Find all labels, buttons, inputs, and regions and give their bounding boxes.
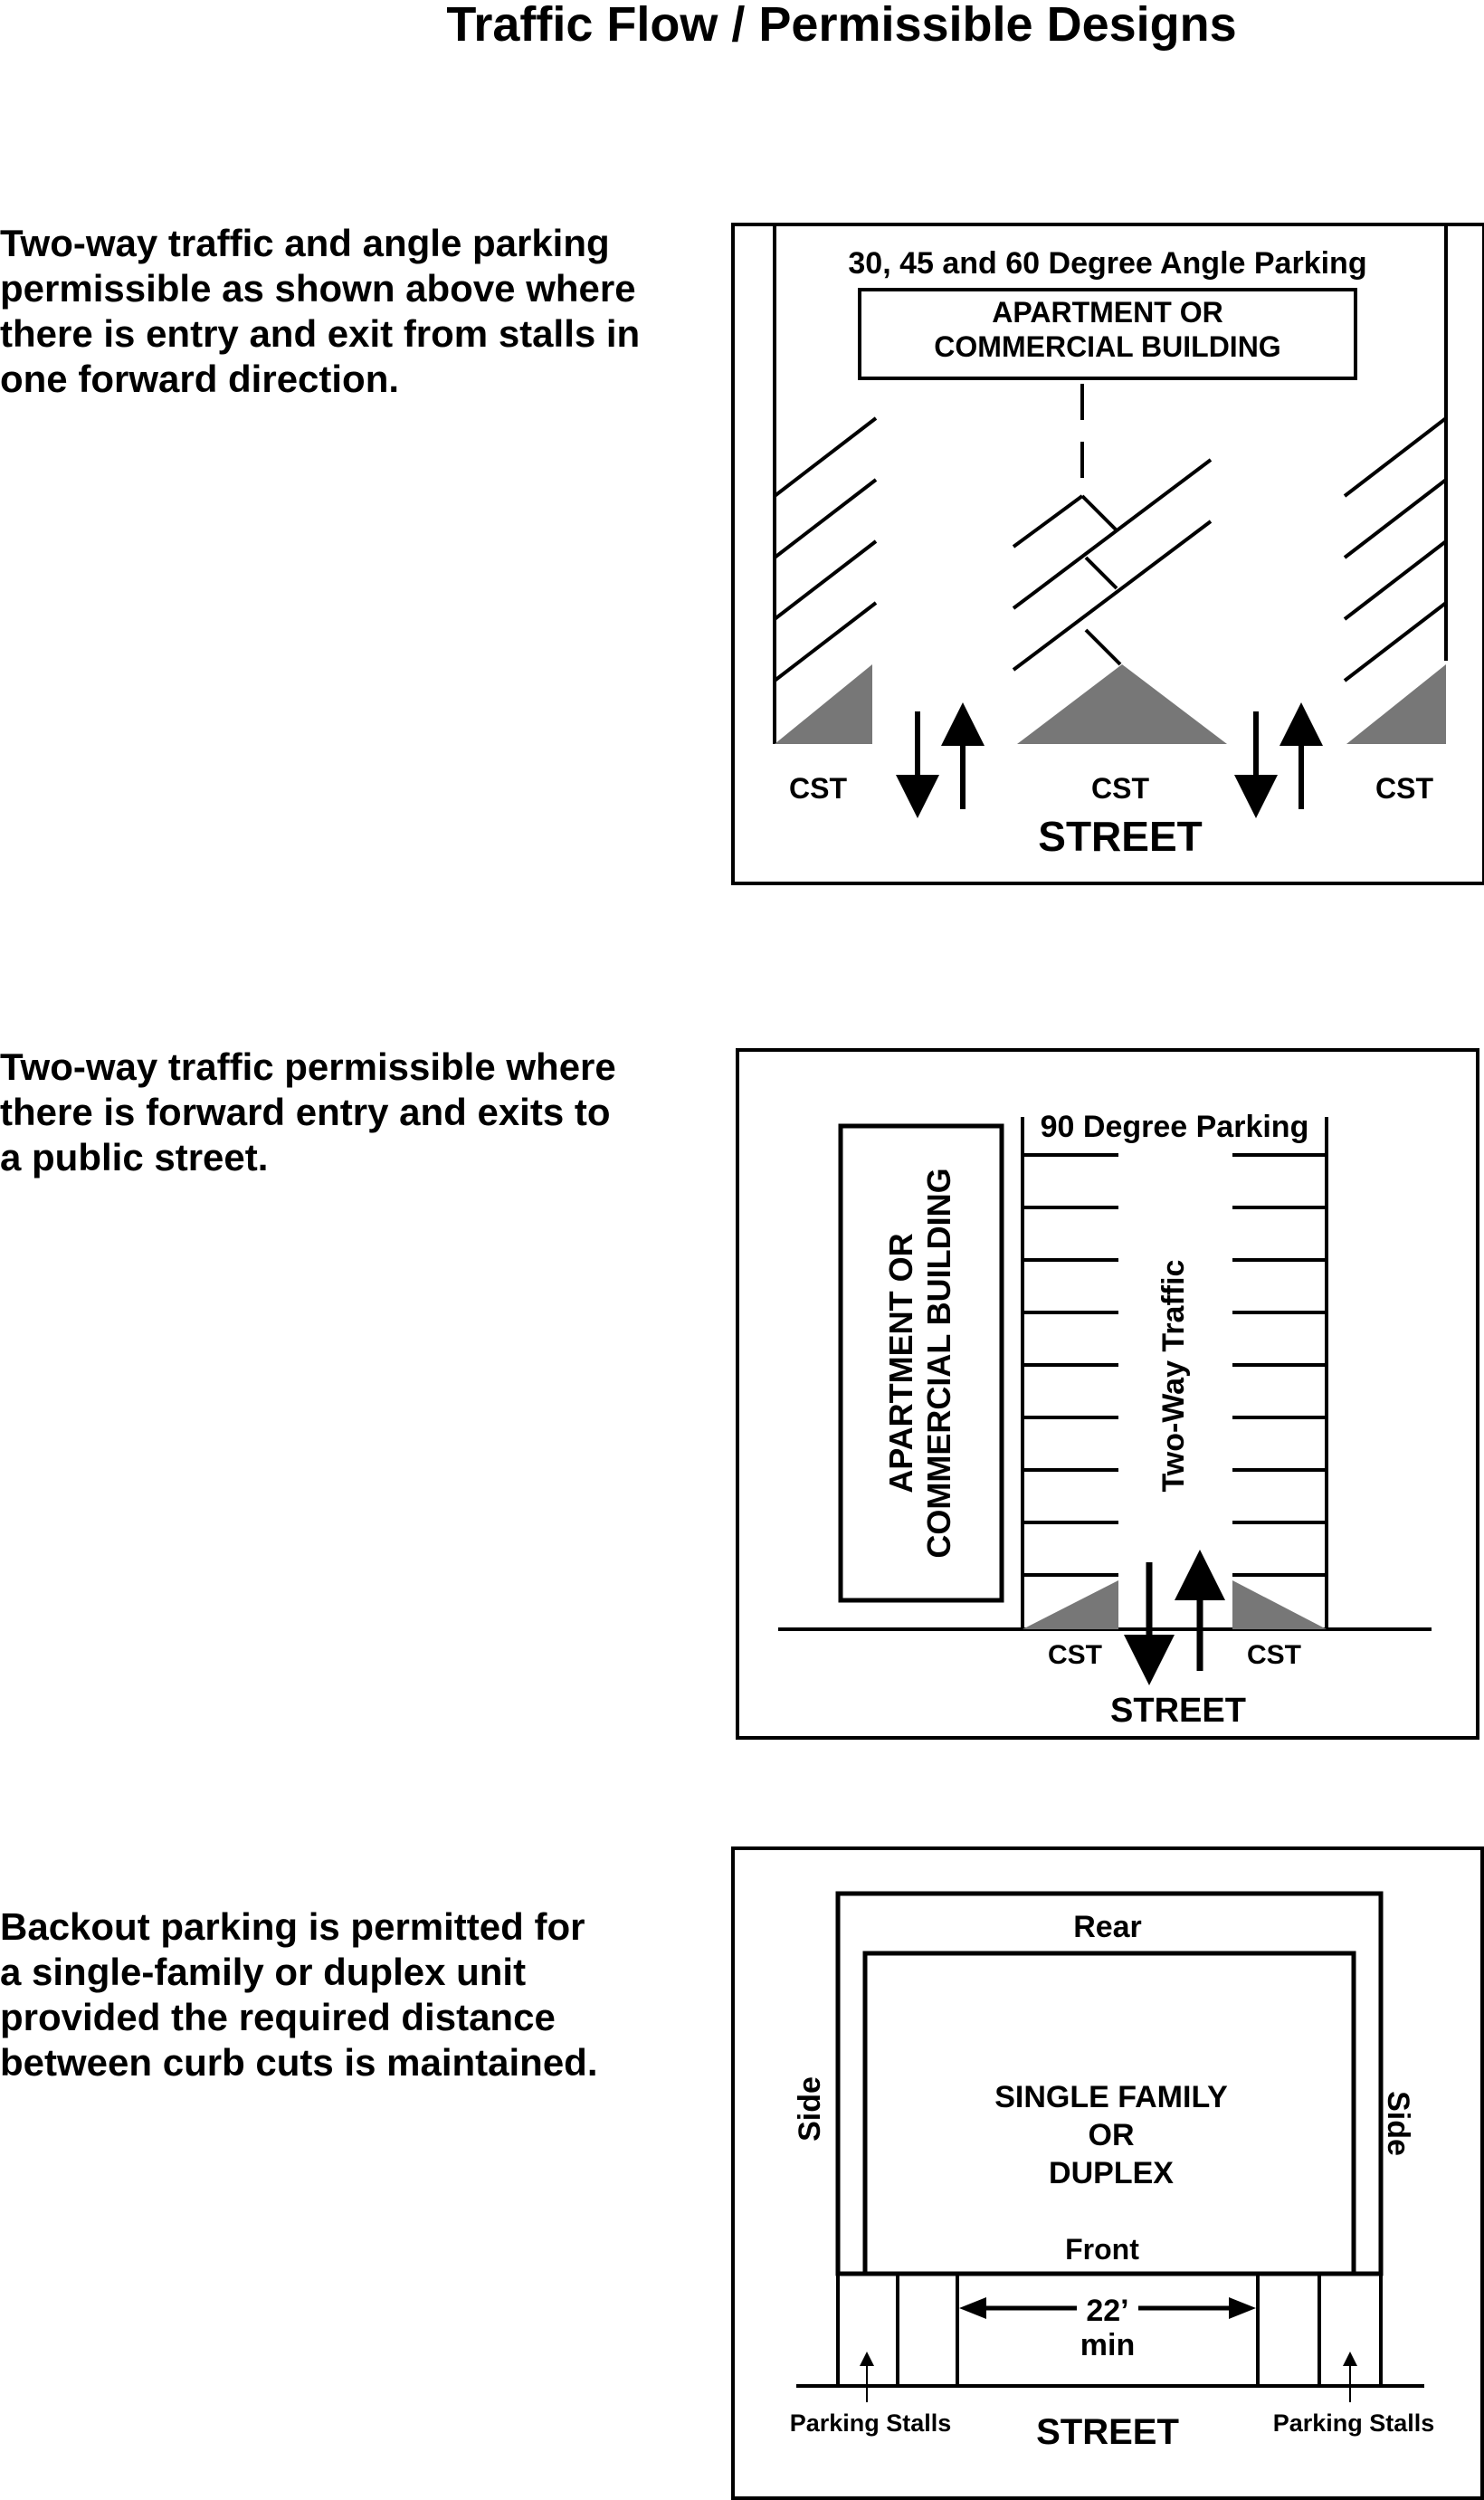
front-label: Front bbox=[1065, 2233, 1139, 2266]
page-title: Traffic Flow / Permissible Designs bbox=[446, 0, 1237, 52]
cst-label-left: CST bbox=[789, 772, 847, 805]
cst-label-center: CST bbox=[1091, 772, 1149, 805]
dimension-arrowhead-left bbox=[959, 2297, 986, 2319]
house-label-line3: DUPLEX bbox=[1049, 2156, 1174, 2190]
left-perpendicular-stalls bbox=[1023, 1155, 1118, 1575]
diagram-heading: 30, 45 and 60 Degree Angle Parking bbox=[848, 246, 1367, 281]
building-label-line1: APARTMENT OR bbox=[882, 1233, 919, 1493]
street-label: STREET bbox=[1036, 2412, 1179, 2452]
backout-parking-diagram bbox=[733, 1848, 1482, 2498]
left-angle-stalls bbox=[775, 418, 876, 681]
street-label: STREET bbox=[1038, 813, 1203, 860]
ninety-degree-parking-description: Two-way traffic permissible where there is forward entry and exits to a public street. bbox=[0, 1045, 616, 1178]
building-label-line2: COMMERCIAL BUILDING bbox=[934, 330, 1281, 363]
distance-value: 22’ bbox=[1086, 2294, 1129, 2328]
side-label-right: Side bbox=[1381, 2091, 1415, 2156]
cst-label-right: CST bbox=[1247, 1640, 1301, 1670]
distance-unit: min bbox=[1080, 2328, 1136, 2362]
cst-label-right: CST bbox=[1375, 772, 1433, 805]
angle-parking-description: Two-way traffic and angle parking permissible as shown above where there is entry and exit from stalls in one forward direction. bbox=[0, 222, 641, 400]
building-label-line1: APARTMENT OR bbox=[992, 296, 1223, 329]
side-label-left: Side bbox=[793, 2076, 827, 2142]
curb-stop-right bbox=[1232, 1580, 1327, 1629]
curb-stop-left bbox=[1023, 1580, 1118, 1629]
angle-parking-diagram bbox=[733, 224, 1484, 883]
street-label: STREET bbox=[1110, 1692, 1246, 1730]
parking-stalls-label-left: Parking Stalls bbox=[789, 2409, 952, 2437]
house-label-line1: SINGLE FAMILY bbox=[994, 2080, 1228, 2114]
backout-parking-description: Backout parking is permitted for a single-family or duplex unit provided the required distance between curb cuts is maintained. bbox=[0, 1905, 598, 2084]
two-way-traffic-label: Two-Way Traffic bbox=[1156, 1259, 1191, 1493]
ninety-degree-parking-diagram bbox=[737, 1050, 1478, 1738]
curb-stop-center bbox=[1017, 664, 1227, 744]
curb-stop-left bbox=[775, 664, 872, 744]
cst-label-left: CST bbox=[1048, 1640, 1102, 1670]
right-angle-stalls bbox=[1345, 418, 1446, 681]
rear-label: Rear bbox=[1073, 1910, 1142, 1944]
dimension-arrowhead-right bbox=[1229, 2297, 1256, 2319]
building-label-line2: COMMERCIAL BUILDING bbox=[920, 1168, 957, 1559]
curb-stop-right bbox=[1346, 664, 1446, 744]
right-perpendicular-stalls bbox=[1232, 1155, 1327, 1575]
house-label-line2: OR bbox=[1088, 2118, 1135, 2152]
parking-stalls-label-right: Parking Stalls bbox=[1272, 2409, 1435, 2437]
center-angle-stalls bbox=[1013, 460, 1211, 670]
diagram-heading: 90 Degree Parking bbox=[1040, 1110, 1309, 1144]
